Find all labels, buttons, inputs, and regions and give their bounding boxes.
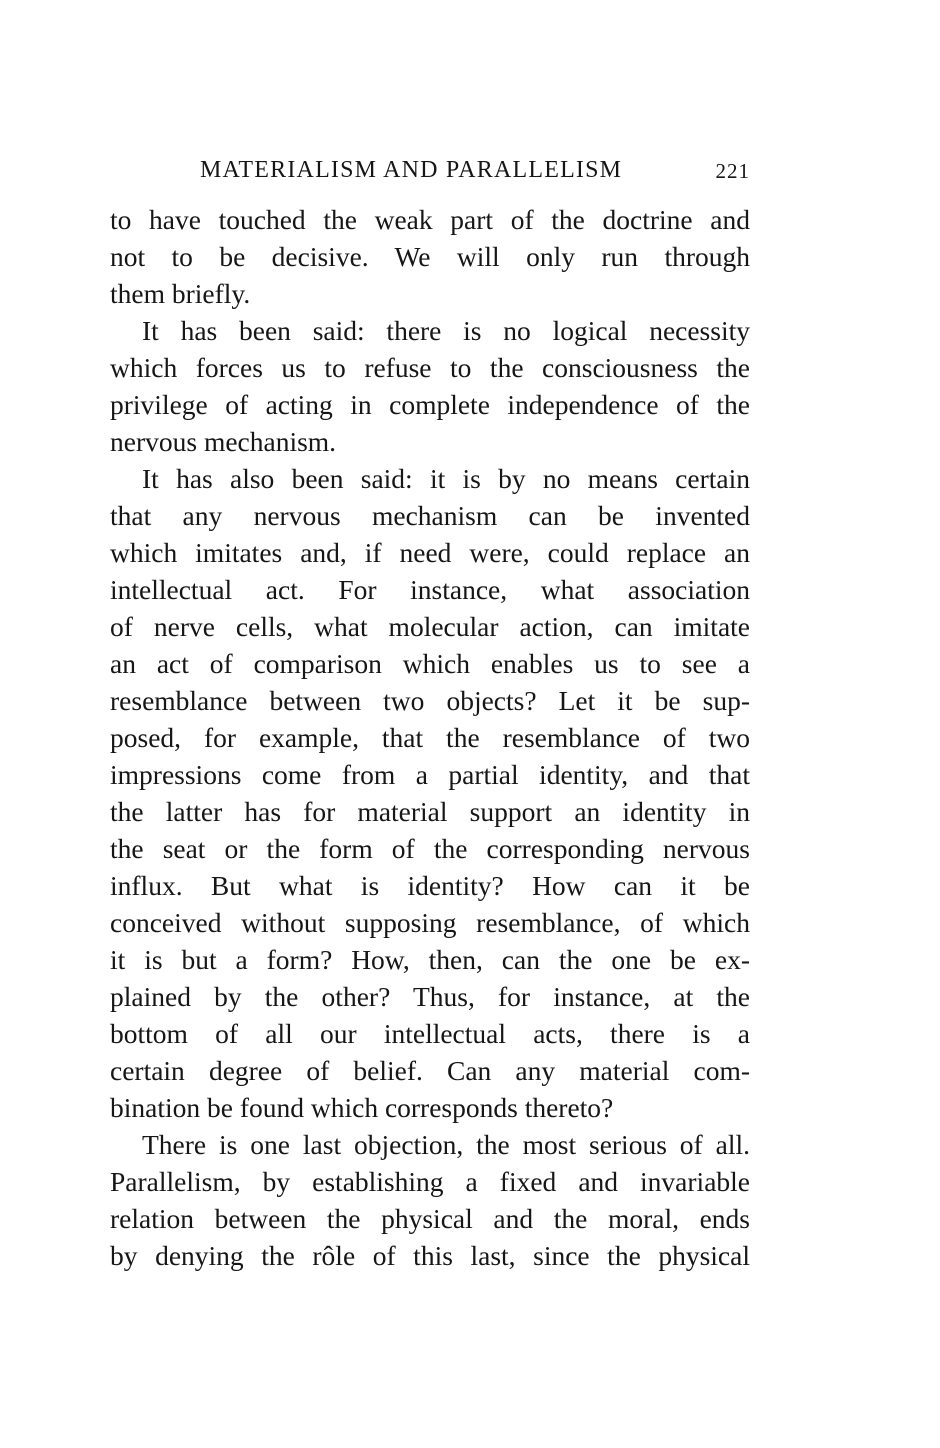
running-head <box>110 157 750 187</box>
text-line: it is but a form? How, then, can the one be ex- <box>110 944 750 975</box>
text-line: Parallelism, by establishing a fixed and invariable <box>110 1166 750 1197</box>
text-line: conceived without supposing resemblance, of which <box>110 907 750 938</box>
page-number: 221 <box>715 159 750 183</box>
text-line: privilege of acting in complete independence of the <box>110 389 750 420</box>
text-line: which imitates and, if need were, could replace an <box>110 537 750 568</box>
running-title: MATERIALISM AND PARALLELISM <box>200 157 623 183</box>
text-line: resemblance between two objects? Let it be sup- <box>110 685 750 716</box>
text-line: intellectual act. For instance, what association <box>110 574 750 605</box>
text-line: posed, for example, that the resemblance of two <box>110 722 750 753</box>
body-text <box>110 201 750 1274</box>
text-line: by denying the rôle of this last, since the physical <box>110 1240 750 1271</box>
text-line: certain degree of belief. Can any material com- <box>110 1055 750 1086</box>
text-line: impressions come from a partial identity, and that <box>110 759 750 790</box>
text-line: not to be decisive. We will only run through <box>110 241 750 272</box>
text-line: an act of comparison which enables us to see a <box>110 648 750 679</box>
text-line: bination be found which corresponds thereto? <box>110 1092 614 1123</box>
text-line: It has been said: there is no logical necessity <box>142 315 750 346</box>
text-line: nervous mechanism. <box>110 426 337 457</box>
text-line: that any nervous mechanism can be invented <box>110 500 750 531</box>
text-line: bottom of all our intellectual acts, there is a <box>110 1018 750 1049</box>
text-line: plained by the other? Thus, for instance, at the <box>110 981 750 1012</box>
text-line: relation between the physical and the moral, ends <box>110 1203 750 1234</box>
text-line: to have touched the weak part of the doctrine and <box>110 204 750 235</box>
text-line: the seat or the form of the corresponding nervous <box>110 833 750 864</box>
text-line: There is one last objection, the most serious of all. <box>142 1129 750 1160</box>
text-line: them briefly. <box>110 278 251 309</box>
text-line: It has also been said: it is by no means certain <box>142 463 750 494</box>
text-line: influx. But what is identity? How can it be <box>110 870 750 901</box>
text-line: which forces us to refuse to the consciousness the <box>110 352 750 383</box>
text-line: of nerve cells, what molecular action, can imitate <box>110 611 750 642</box>
text-line: the latter has for material support an identity in <box>110 796 750 827</box>
